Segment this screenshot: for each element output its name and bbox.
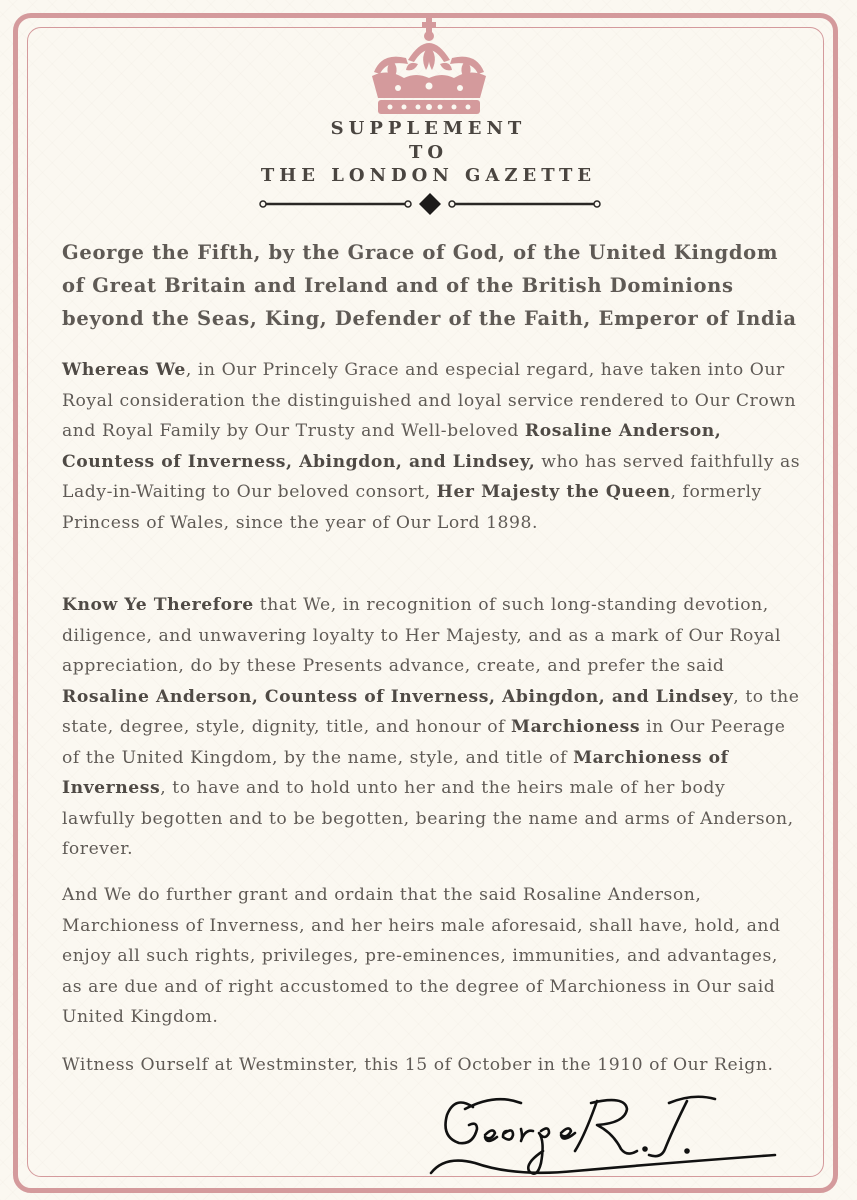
body-text: , to have and to hold unto her and the heirs male of her body lawfully begotten and to be begotten, bearing the name and arms of Anderson, forever. <box>62 778 794 859</box>
masthead-supplement: SUPPLEMENT <box>330 118 527 139</box>
body-text: that We, in recognition of such long-standing devotion, diligence, and unwavering loyalty to Her Majesty, and as a mark of Our Royal appreciation, do by these Presents advance, create, and prefer the said <box>62 595 782 676</box>
bold-text: Her Majesty the Queen <box>436 482 671 502</box>
masthead-to: TO <box>408 142 449 163</box>
paragraph-know-ye <box>62 590 802 865</box>
bold-text: Marchioness <box>511 717 641 737</box>
crown-icon <box>368 16 490 118</box>
bold-text: Whereas We <box>62 360 186 380</box>
ornamental-divider <box>255 190 605 218</box>
royal-title: George the Fifth, by the Grace of God, of the United Kingdom of Great Britain and Ireland and of the British Dominions beyond the Seas, King, Defender of the Faith, Emperor of India <box>62 241 797 330</box>
body-text: , to the state, degree, style, dignity, title, and honour of <box>62 686 800 737</box>
body-text: in Our Peerage of the United Kingdom, by the name, style, and title of <box>62 717 786 768</box>
signature <box>425 1085 785 1190</box>
body-text: who has served faithfully as Lady-in-Waiting to Our beloved consort, <box>62 451 801 502</box>
bold-text: Rosaline Anderson, Countess of Inverness, Abingdon, and Lindsey, <box>62 421 722 472</box>
body-text: , formerly Princess of Wales, since the year of Our Lord 1898. <box>62 482 762 533</box>
bold-text: Marchioness of Inverness <box>62 747 729 798</box>
body-text: , in Our Princely Grace and especial regard, have taken into Our Royal consideration the distinguished and loyal service rendered to Our Crown and Royal Family by Our Trusty and Well-beloved <box>62 360 797 441</box>
paragraph-witness: Witness Ourself at Westminster, this 15 of October in the 1910 of Our Reign. <box>62 1055 774 1075</box>
bold-text: Know Ye Therefore <box>62 595 254 615</box>
paragraph-whereas <box>62 355 802 538</box>
bold-text: Rosaline Anderson, Countess of Inverness, Abingdon, and Lindsey <box>62 686 734 707</box>
paragraph-grant: And We do further grant and ordain that the said Rosaline Anderson, Marchioness of Inverness, and her heirs male aforesaid, shall have, hold, and enjoy all such rights, privileges, pre-eminences, immunities, and advantages, as are due and of right accustomed to the degree of Marchioness in Our said United Kingdom. <box>62 885 781 1027</box>
masthead-london-gazette: THE LONDON GAZETTE <box>260 165 597 186</box>
